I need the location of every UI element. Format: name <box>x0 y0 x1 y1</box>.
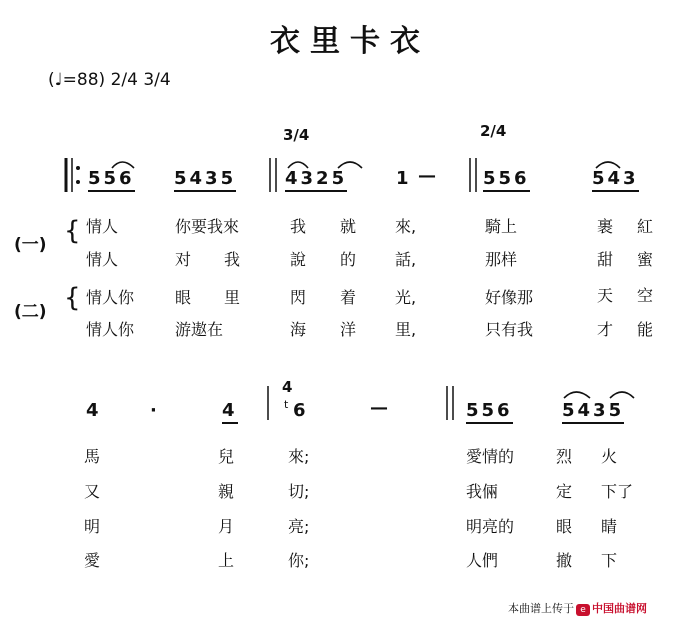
lyric: 亮; <box>288 517 310 536</box>
lyric: 閃 <box>290 288 307 307</box>
lyric: 馬 <box>84 447 101 466</box>
lyric: 里, <box>395 320 417 339</box>
lyric: 我 <box>290 217 307 236</box>
tie-5 <box>564 392 590 398</box>
lyric: 那样 <box>485 250 518 269</box>
tempo-marking: (♩=88) 2/4 3/4 <box>48 70 171 90</box>
time-mark: 4 <box>282 378 296 396</box>
verse-label-1: (一) <box>14 235 47 255</box>
time-signature-2-4: 2/4 <box>480 122 507 140</box>
lyric: 游遨在 <box>175 320 224 339</box>
repeat-dot-bottom <box>76 180 80 184</box>
lyric: 我倆 <box>466 482 499 501</box>
lyric: 好像那 <box>485 288 534 307</box>
verse-brace-1: { <box>64 216 81 246</box>
lyric: 就 <box>340 217 357 236</box>
lyric: 我 <box>224 250 241 269</box>
lyric: 空 <box>637 286 654 305</box>
lyric: 騎上 <box>485 217 518 236</box>
lyric: 話, <box>395 250 417 269</box>
footer-credit <box>508 600 647 616</box>
lyric: 火 <box>601 447 618 466</box>
lyric: 光, <box>395 288 417 307</box>
lyric: 撤 <box>556 551 573 570</box>
note: 4 <box>86 400 102 421</box>
song-title: 衣里卡衣 <box>270 24 430 59</box>
lyric: 來; <box>288 447 310 466</box>
lyric: 甜 <box>597 250 614 269</box>
verse-label-2: (二) <box>14 302 47 322</box>
lyric: 明 <box>84 517 101 536</box>
lyric: 情人 <box>86 250 119 269</box>
sustain-dash: — <box>418 165 436 186</box>
note-group: 5435 <box>174 168 236 192</box>
time-signature-3-4: 3/4 <box>283 126 310 144</box>
footer-site-link[interactable]: 中国曲谱网 <box>592 602 647 615</box>
lyric: 月 <box>218 517 235 536</box>
lyric: 說 <box>290 250 307 269</box>
lyric: 你要我來 <box>175 217 240 236</box>
lyric: 親 <box>218 482 235 501</box>
lyric: 明亮的 <box>466 517 515 536</box>
sustain-dash: — <box>370 397 388 418</box>
lyric: 海 <box>290 320 307 339</box>
lyric: 天 <box>597 286 614 305</box>
note: 1 <box>396 168 412 189</box>
lyric: 睛 <box>601 517 618 536</box>
lyric: 情人你 <box>86 320 135 339</box>
lyric: 情人 <box>86 217 119 236</box>
lyric: 裹 <box>597 217 614 236</box>
tie-6 <box>610 392 634 398</box>
lyric: 來, <box>395 217 417 236</box>
lyric: 才 <box>597 320 614 339</box>
note-group: 556 <box>483 168 530 192</box>
lyric: 蜜 <box>637 250 654 269</box>
lyric: 能 <box>637 320 654 339</box>
note-group: 556 <box>466 400 513 424</box>
verse-brace-2: { <box>64 283 81 313</box>
lyric: 下了 <box>601 482 634 501</box>
lyric: 烈 <box>556 447 573 466</box>
site-logo-icon: e <box>576 604 590 616</box>
lyric: 眼 <box>175 288 192 307</box>
note-group: 5435 <box>562 400 624 424</box>
note: 6 <box>293 400 309 421</box>
lyric: 紅 <box>637 217 654 236</box>
footer-text: 本曲谱上传于 <box>508 602 574 615</box>
lyric: 人們 <box>466 551 499 570</box>
lyric: 对 <box>175 250 192 269</box>
lyric: 愛情的 <box>466 447 515 466</box>
lyric: 的 <box>340 250 357 269</box>
lyric: 定 <box>556 482 573 501</box>
note: 4 <box>222 400 238 424</box>
lyric: 下 <box>601 551 618 570</box>
repeat-dot-top <box>76 166 80 170</box>
lyric: 你; <box>288 551 310 570</box>
lyric: 着 <box>340 288 357 307</box>
lyric: 又 <box>84 482 101 501</box>
lyric: 眼 <box>556 517 573 536</box>
lyric: 上 <box>218 551 235 570</box>
lyric: 里 <box>224 288 241 307</box>
lyric: 切; <box>288 482 310 501</box>
dot: · <box>150 400 160 421</box>
lyric: 兒 <box>218 447 235 466</box>
lyric: 情人你 <box>86 288 135 307</box>
lyric: 只有我 <box>485 320 534 339</box>
note-group: 556 <box>88 168 135 192</box>
lyric: 洋 <box>340 320 357 339</box>
time-mark-sub: t <box>284 398 289 411</box>
lyric: 愛 <box>84 551 101 570</box>
note-group: 543 <box>592 168 639 192</box>
note-group: 4325 <box>285 168 347 192</box>
